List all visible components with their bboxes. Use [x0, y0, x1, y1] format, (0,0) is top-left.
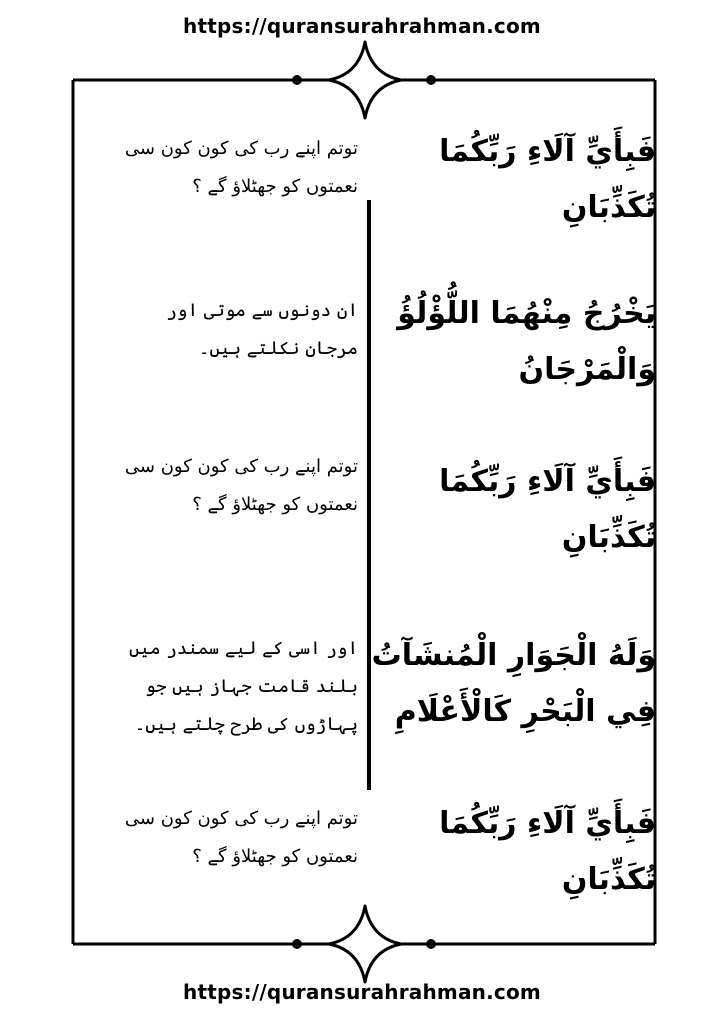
arabic-verse: فَبِأَيِّ آلَاءِ رَبِّكُمَا تُكَذِّبَانِ [439, 464, 656, 555]
urdu-translation: توتم اپنے رب کی کون کون سی نعمتوں کو جھٹلاؤ گے ؟ [124, 456, 358, 515]
urdu-translation: اور اسی کے لیے سمندر میں بلند قامت جہاز ہیں جو پہاڑوں کی طرح چلتے ہیں۔ [129, 638, 358, 735]
arabic-verse: وَلَهُ الْجَوَارِ الْمُنشَآتُ فِي الْبَحْرِ كَالْأَعْلَامِ [371, 638, 656, 729]
website-url-header[interactable]: https://quransurahrahman.com [183, 14, 541, 38]
urdu-translation: توتم اپنے رب کی کون کون سی نعمتوں کو جھٹلاؤ گے ؟ [124, 808, 358, 867]
arabic-verse: يَخْرُجُ مِنْهُمَا اللُّؤْلُؤُ وَالْمَرْجَانُ [397, 296, 656, 387]
website-url-footer[interactable]: https://quransurahrahman.com [183, 980, 541, 1004]
arabic-verse: فَبِأَيِّ آلَاءِ رَبِّكُمَا تُكَذِّبَانِ [439, 134, 656, 225]
star-ornament-icon [329, 906, 401, 982]
urdu-translation: ان دونوں سے موتی اور مرجان نکلتے ہیں۔ [166, 300, 358, 359]
star-ornament-icon [329, 42, 401, 118]
arabic-verse: فَبِأَيِّ آلَاءِ رَبِّكُمَا تُكَذِّبَانِ [439, 806, 656, 897]
urdu-translation: توتم اپنے رب کی کون کون سی نعمتوں کو جھٹلاؤ گے ؟ [124, 138, 358, 197]
